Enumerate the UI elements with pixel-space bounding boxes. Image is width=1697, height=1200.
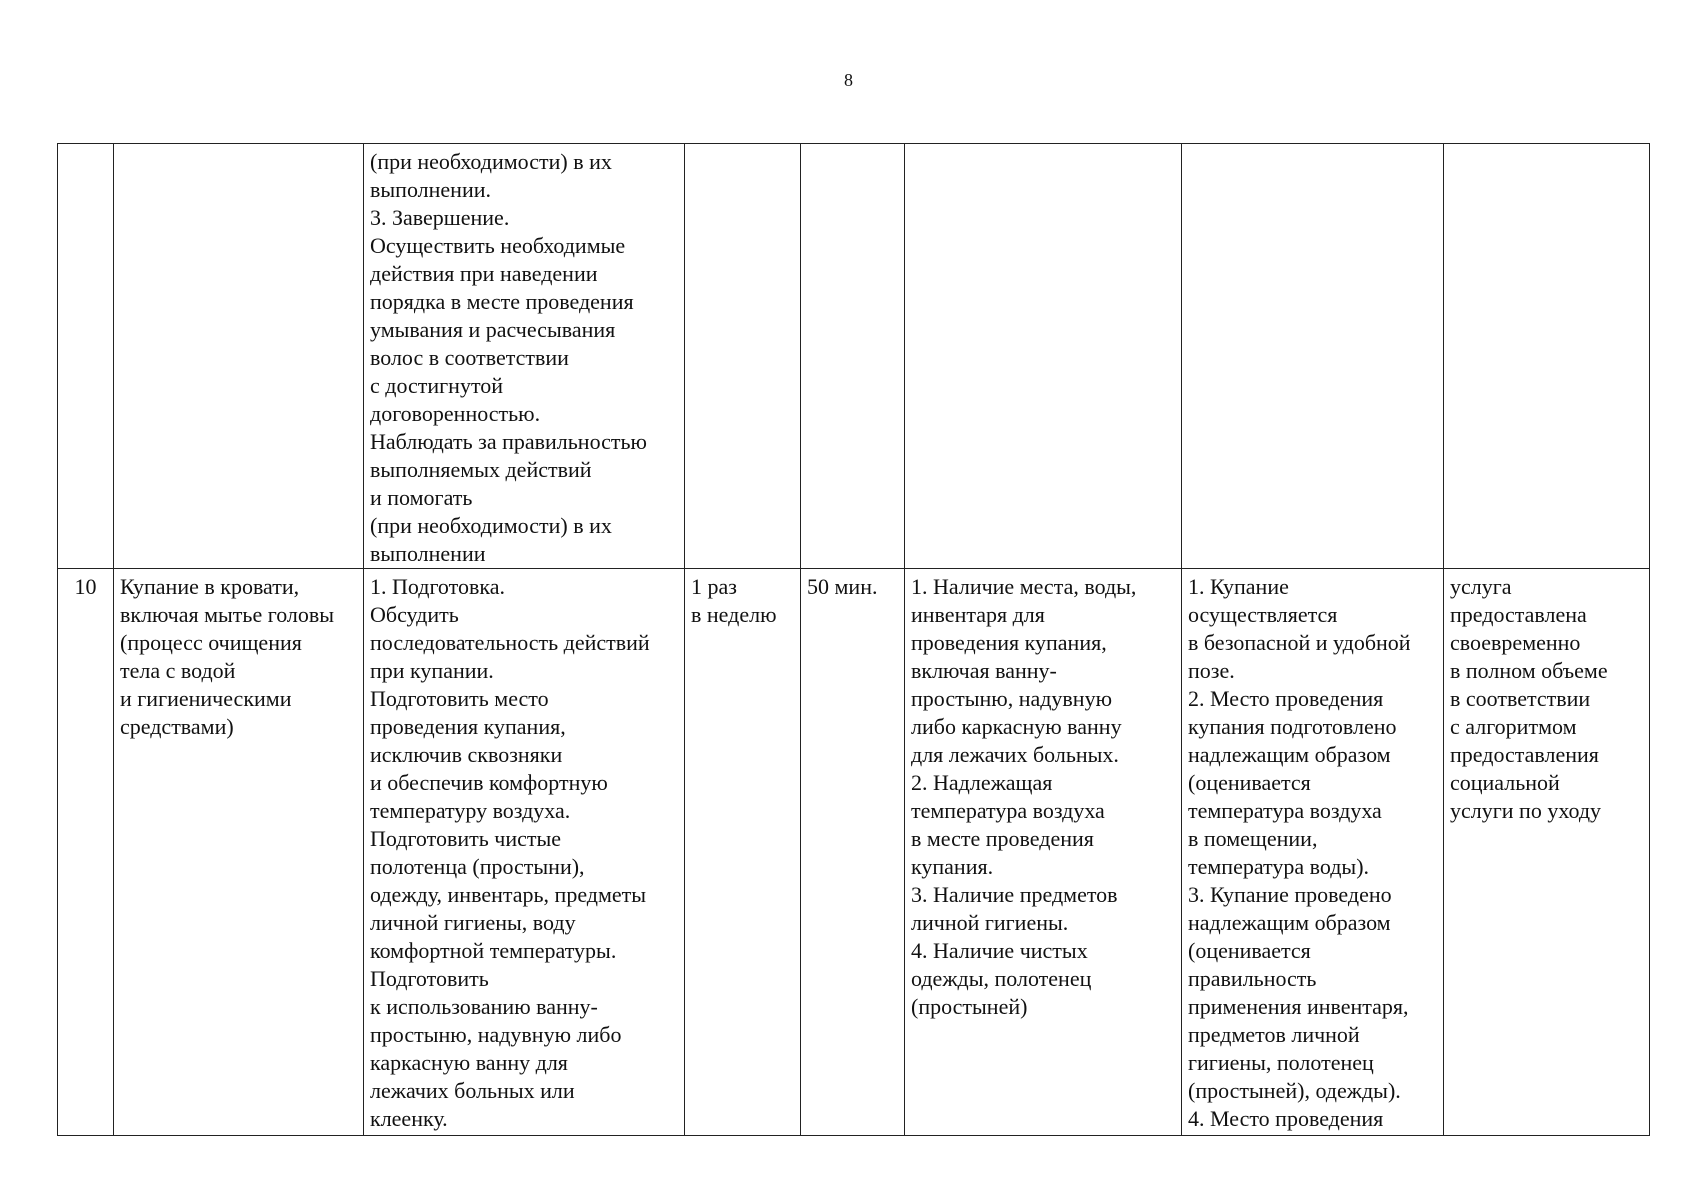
cell-result: услуга предоставлена своевременно в полном объеме в соответствии с алгоритмом предоставления социальной услуги по уходу xyxy=(1444,569,1650,1136)
cell-service-name xyxy=(114,144,364,569)
cell-conditions: 1. Наличие места, воды, инвентаря для проведения купания, включая ванну- простыню, надувную либо каркасную ванну для лежачих больных. 2. Надлежащая температура воздуха в месте проведения купания. 3. Наличие предметов личной гигиены. 4. Наличие чистых одежды, полотенец (простыней) xyxy=(905,569,1182,1136)
cell-quality-indicators: 1. Купание осуществляется в безопасной и удобной позе. 2. Место проведения купания подготовлено надлежащим образом (оценивается температура воздуха в помещении, температура воды). 3. Купание проведено надлежащим образом (оценивается правильность применения инвентаря, предметов личной гигиены, полотенец (простыней), одежды). 4. Место проведения xyxy=(1182,569,1444,1136)
cell-number: 10 xyxy=(58,569,114,1136)
cell-service-content: (при необходимости) в их выполнении. 3. Завершение. Осуществить необходимые действия при наведении порядка в месте проведения умывания и расчесывания волос в соответствии с достигнутой договоренностью. Наблюдать за правильностью выполняемых действий и помогать (при необходимости) в их выполнении xyxy=(364,144,685,569)
table-row xyxy=(58,144,1650,569)
cell-service-name: Купание в кровати, включая мытье головы (процесс очищения тела с водой и гигиеническими средствами) xyxy=(114,569,364,1136)
cell-number xyxy=(58,144,114,569)
table-row xyxy=(58,569,1650,1136)
cell-quality-indicators xyxy=(1182,144,1444,569)
cell-frequency: 1 раз в неделю xyxy=(685,569,801,1136)
cell-duration: 50 мин. xyxy=(801,569,905,1136)
cell-duration xyxy=(801,144,905,569)
cell-frequency xyxy=(685,144,801,569)
cell-result xyxy=(1444,144,1650,569)
page-number: 8 xyxy=(844,70,853,90)
services-table xyxy=(57,143,1650,1136)
cell-service-content: 1. Подготовка. Обсудить последовательность действий при купании. Подготовить место проведения купания, исключив сквозняки и обеспечив комфортную температуру воздуха. Подготовить чистые полотенца (простыни), одежду, инвентарь, предметы личной гигиены, воду комфортной температуры. Подготовить к использованию ванну- простыню, надувную либо каркасную ванну для лежачих больных или клеенку. xyxy=(364,569,685,1136)
cell-conditions xyxy=(905,144,1182,569)
